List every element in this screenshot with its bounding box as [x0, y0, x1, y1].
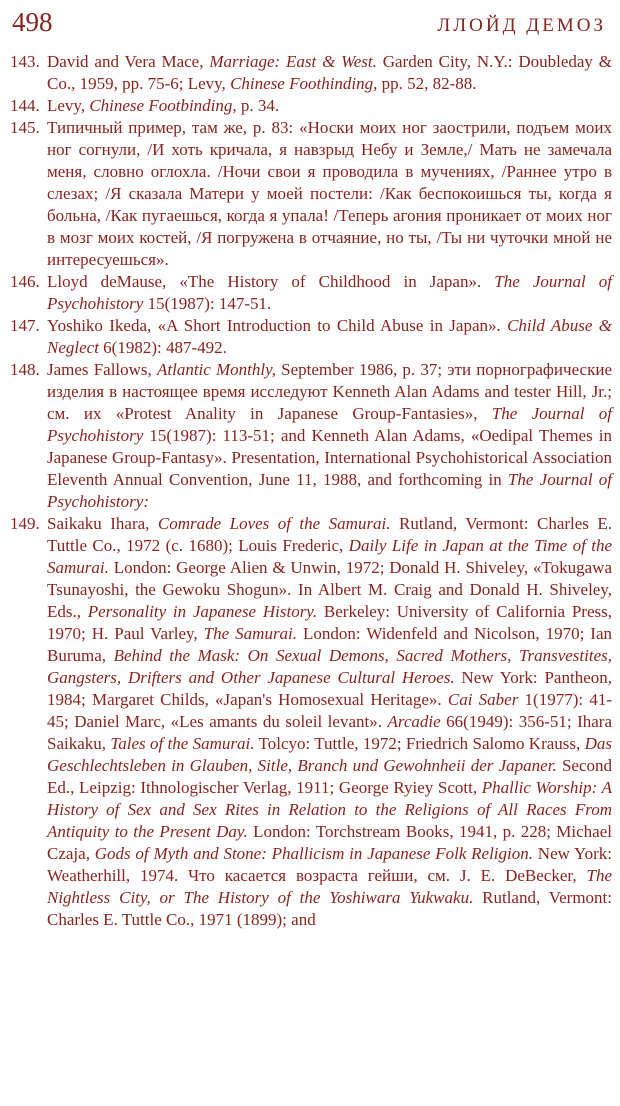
note-text-segment: London: Torchstream Books, 1941, p. 228; Michael Czaja,: [47, 822, 612, 863]
note-text-segment: Yoshiko Ikeda, «A Short Introduction to Child Abuse in Japan».: [47, 316, 508, 335]
note-text-italic-segment: Phallic Worship: A History of Sex and Sex Rites in Relation to the Religions of All Races From Antiquity to the Present Day.: [47, 778, 612, 841]
note-text-italic-segment: Personality in Japanese History.: [87, 602, 318, 621]
note-item: [10, 51, 612, 95]
note-text-segment: 1(1977): 41-45; Daniel Marc, «Les amants du soleil levant».: [47, 690, 612, 731]
note-text: [47, 360, 612, 511]
page-header: [0, 0, 620, 42]
running-title: ЛЛОЙД ДЕМОЗ: [437, 15, 606, 36]
note-text-italic-segment: Behind the Mask: On Sexual Demons, Sacred Mothers, Transvestites, Gangsters, Drifters and Other Japanese Cultural Heroes.: [47, 646, 612, 687]
note-text-segment: 6(1982): 487-492.: [98, 338, 227, 357]
note-text-italic-segment: Cai Saber: [447, 690, 519, 709]
note-number: 149.: [10, 514, 40, 533]
note-text-segment: New York: Pantheon, 1984; Margaret Childs, «Japan's Homosexual Heritage».: [47, 668, 612, 709]
note-text-segment: Second Ed., Leipzig: Ithnologischer Verlag, 1911; George Ryiey Scott,: [47, 756, 612, 797]
page-number: 498: [12, 7, 53, 37]
note-text-segment: Tolcyo: Tuttle, 1972; Friedrich Salomo Krauss,: [254, 734, 585, 753]
note-text-segment: Rutland, Vermont: Charles E. Tuttle Co., 1971 (1899); and: [47, 888, 613, 929]
note-text-italic-segment: Atlantic Monthly,: [156, 360, 276, 379]
note-text-segment: London: Widenfeld and Nicolson, 1970; Ian Buruma,: [47, 624, 612, 665]
note-text-italic-segment: Daily Life in Japan at the Time of the Samurai.: [47, 536, 612, 577]
note-item: [10, 359, 612, 513]
note-item: [10, 513, 612, 931]
note-text-segment: Lloyd deMause, «The History of Childhood in Japan».: [47, 272, 495, 291]
note-text-italic-segment: Child Abuse & Neglect: [47, 316, 612, 357]
note-text-italic-segment: Comrade Loves of the Samurai.: [157, 514, 391, 533]
note-text-italic-segment: The Nightless City, or The History of the Yoshiwara Yukwaku.: [47, 866, 612, 907]
note-text-segment: p. 34.: [236, 96, 280, 115]
note-text-segment: September 1986, p. 37; эти порнографические изделия в настоящее время исследуют Kenneth Alan Adams and tester Hill, Jr.; см. их «Protest Anality in Japanese Group-Fantasies»,: [47, 360, 613, 423]
note-text-segment: James Fallows,: [47, 360, 157, 379]
note-text-italic-segment: Tales of the Samurai.: [110, 734, 255, 753]
note-text: [47, 96, 279, 115]
note-text-segment: Garden City, N.Y.: Doubleday & Co., 1959, pp. 75-6; Levy,: [47, 52, 612, 93]
note-text-segment: pp. 52, 82-88.: [377, 74, 477, 93]
note-text-segment: London: George Alien & Unwin, 1972; Donald H. Shiveley, «Tokugawa Tsunayoshi, the Gewoku Shogun». In Albert M. Craig and Donald H. Shiveley, Eds.,: [47, 558, 612, 621]
note-text-segment: Типичный пример, там же, р. 83: «Носки моих ног заострили, подъем моих ног согнули, /И хоть кричала, я навзрыд Небу и Земле,/ Мать не замечала меня, словно оглохла. /Ночи свои я проводила в мучениях, /Раннее утро в слезах; /Я сказала Матери у моей постели: /Как беспокоишься ты, когда я больна, /Как пугаешься, когда я упала! /Теперь агония проникает от моих ног в мозг моих костей, /Я погружена в отчаяние, но ты, /Ты ни чуточки мной не интересуешься».: [47, 118, 612, 269]
notes-list: [0, 42, 620, 931]
note-number: 148.: [10, 360, 40, 379]
note-text-segment: Levy,: [47, 96, 90, 115]
note-text-italic-segment: The Journal of Psychohistory:: [47, 470, 613, 511]
note-number: 145.: [10, 118, 40, 137]
note-text-segment: 15(1987): 147-51.: [143, 294, 272, 313]
note-text-segment: Saikaku Ihara,: [47, 514, 158, 533]
note-number: 146.: [10, 272, 40, 291]
note-item: [10, 95, 612, 117]
note-text-italic-segment: Marriage: East & West.: [209, 52, 377, 71]
note-text: [47, 514, 612, 929]
note-item: [10, 117, 612, 271]
note-text-segment: Berkeley: University of California Press, 1970; H. Paul Varley,: [47, 602, 612, 643]
note-text-italic-segment: The Journal of Psychohistory: [47, 404, 613, 445]
note-text: [47, 52, 612, 93]
note-text: [47, 272, 612, 313]
note-number: 143.: [10, 52, 40, 71]
note-text-segment: New York: Weatherhill, 1974. Что касается возраста гейши, см. J. E. DeBecker,: [47, 844, 613, 885]
note-text: [47, 316, 612, 357]
note-text: [47, 118, 612, 269]
note-number: 147.: [10, 316, 40, 335]
note-text-italic-segment: The Journal of Psychohistory: [47, 272, 613, 313]
note-text-italic-segment: Das Geschlechtsleben in Glauben, Sitle, Branch und Gewohnheii der Japaner.: [47, 734, 612, 775]
note-text-italic-segment: Chinese Footbinding,: [89, 96, 237, 115]
note-text-segment: Rutland, Vermont: Charles E. Tuttle Co., 1972 (c. 1680); Louis Frederic,: [47, 514, 613, 555]
note-text-segment: 15(1987): 113-51; and Kenneth Alan Adams, «Oedipal Themes in Japanese Group-Fantasy». Presentation, International Psychohistorical Association Eleventh Annual Convention, June 11, 1988, and forthcoming in: [47, 426, 612, 489]
note-text-italic-segment: Arcadie: [387, 712, 441, 731]
note-text-italic-segment: Gods of Myth and Stone: Phallicism in Japanese Folk Religion.: [94, 844, 533, 863]
note-text-italic-segment: Chinese Foothinding,: [230, 74, 378, 93]
note-text-segment: 66(1949): 356-51; Ihara Saikaku,: [47, 712, 612, 753]
note-text-segment: David and Vera Mace,: [47, 52, 210, 71]
note-item: [10, 315, 612, 359]
note-number: 144.: [10, 96, 40, 115]
note-text-italic-segment: The Samurai.: [203, 624, 298, 643]
note-item: [10, 271, 612, 315]
